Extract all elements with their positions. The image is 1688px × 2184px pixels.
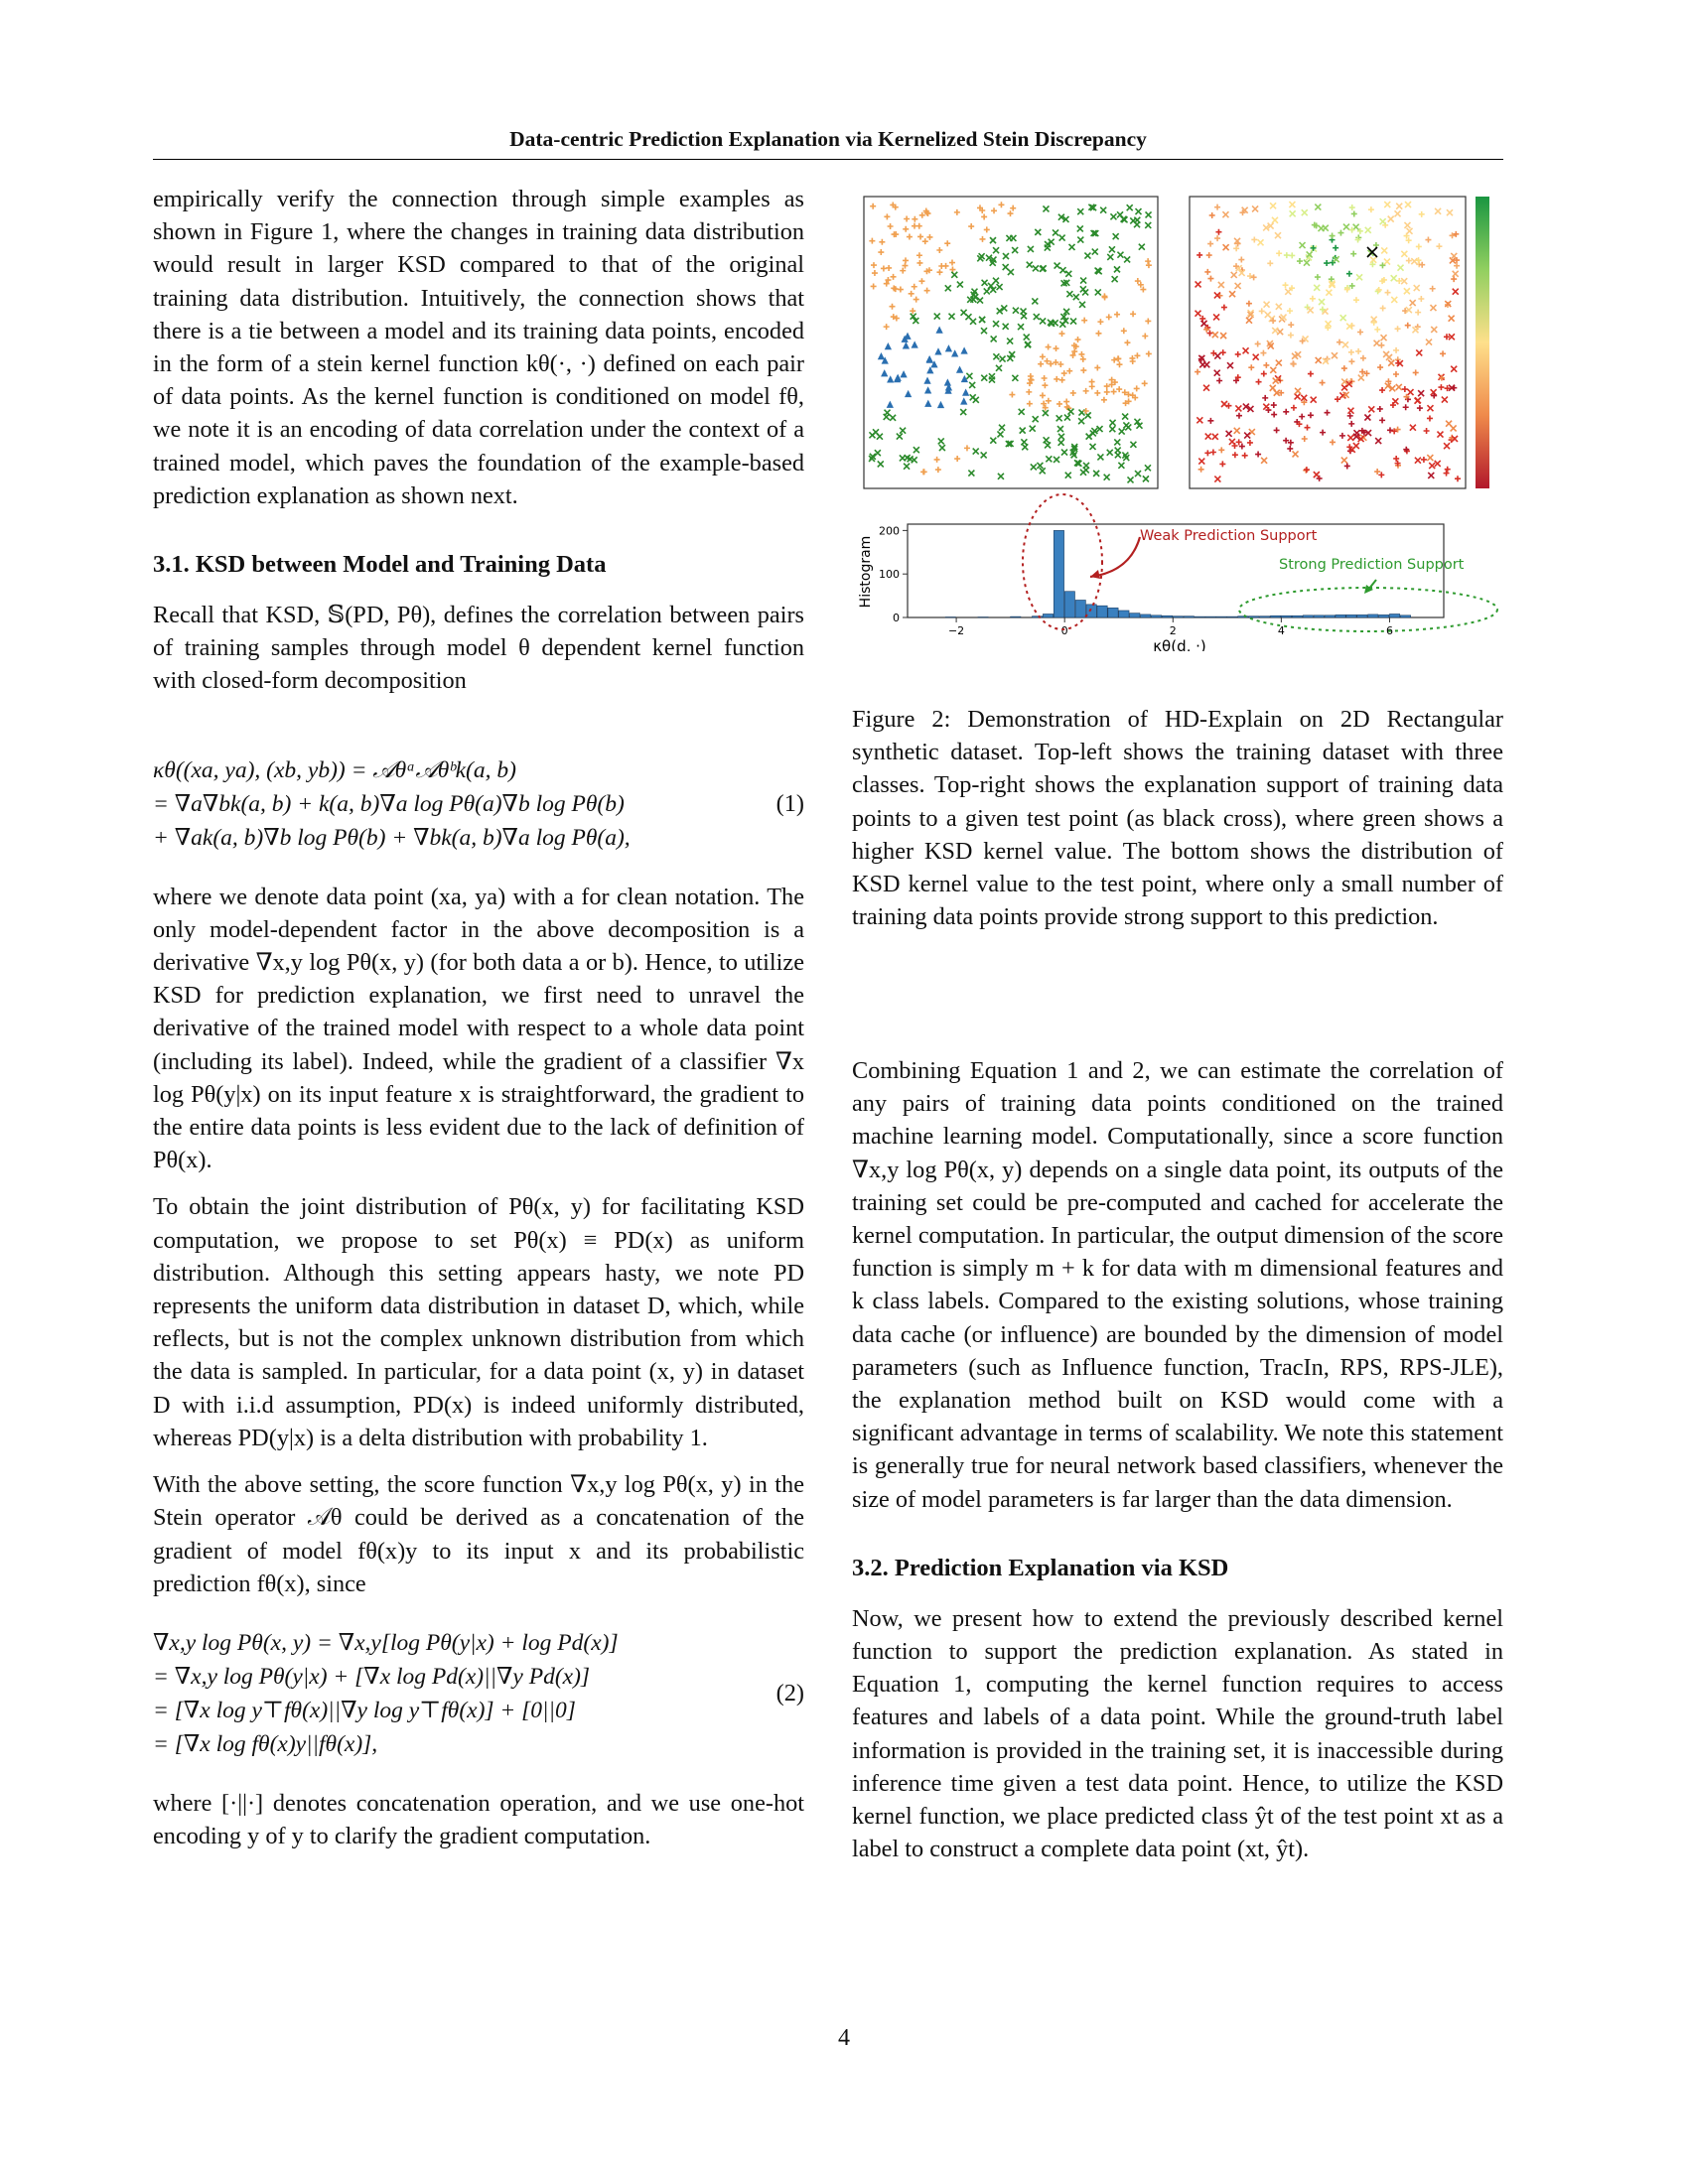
histogram-bar	[1097, 606, 1107, 617]
histogram-bar	[1064, 592, 1074, 617]
left-column	[153, 183, 804, 1852]
histogram-y-label: Histogram	[858, 535, 874, 609]
paragraph: where [·||·] denotes concatenation operation, and we use one-hot encoding y of y to clarify the gradient computation.	[153, 1789, 804, 1850]
histogram-bar	[1368, 614, 1378, 617]
equation-1-line: κθ((xa, ya), (xb, yb)) = 𝒜θᵃ𝒜θᵇk(a, b)	[153, 756, 516, 783]
histogram-bar	[1389, 614, 1399, 617]
paragraph: To obtain the joint distribution of Pθ(x, y) for facilitating KSD computation, we propose to set Pθ(x) ≡ PD(x) as uniform distribution. Although this setting appears hasty, we note PD represents the uniform data distribution in dataset D, which, while reflects, but is not the complex unknown distribution from which the data is sampled. In particular, for a data point (x, y) in dataset D with i.i.d assumption, PD(x) is indeed uniformly distributed, whereas PD(y|x) is a delta distribution with probability 1.	[153, 1193, 804, 1451]
x-tick-label: −2	[947, 624, 965, 637]
y-tick-label: 200	[879, 524, 900, 538]
x-tick-label: 4	[1277, 624, 1285, 637]
histogram-bar	[1336, 614, 1345, 617]
histogram-bar	[1075, 600, 1085, 617]
x-tick-label: 2	[1169, 624, 1177, 637]
scatter-panel-explanation	[1190, 197, 1466, 488]
histogram-bar	[1249, 616, 1259, 617]
histogram-bar	[1325, 615, 1335, 617]
figure-2-graphic	[852, 195, 1503, 651]
histogram-bar	[1086, 605, 1096, 617]
equation-1-line: + ∇ak(a, b)∇b log Pθ(b) + ∇bk(a, b)∇a log Pθ(a),	[153, 824, 631, 851]
y-tick-label: 0	[893, 612, 900, 624]
section-heading-3-1: 3.1. KSD between Model and Training Data	[153, 551, 607, 579]
figure-2	[852, 195, 1503, 656]
x-tick-label: 0	[1060, 624, 1068, 637]
histogram-bar	[1314, 615, 1324, 617]
paragraph: Recall that KSD, 𝕊(PD, Pθ), defines the correlation between pairs of training samples through model θ dependent kernel function with closed-form decomposition	[153, 602, 804, 695]
histogram-bar	[1151, 615, 1161, 617]
histogram-bar	[1205, 616, 1215, 617]
x-tick-label: 6	[1385, 624, 1393, 637]
histogram-bar	[1227, 616, 1237, 617]
weak-support-annotation: Weak Prediction Support	[1140, 528, 1318, 544]
paragraph: empirically verify the connection through simple examples as shown in Figure 1, where the changes in training data distribution would result in larger KSD compared to that of the original training data distribution. Intuitively, the connection shows that there is a tie between a model and its training data points, encoded in the form of a stein kernel function kθ(·, ·) defined on each pair of data points. As the kernel function is conditioned on model fθ, we note it is an encoding of data correlation under the context of a trained model, which paves the foundation of the example-based prediction explanation as shown next.	[153, 186, 804, 509]
right-column	[852, 1054, 1503, 1865]
histogram-bar	[1119, 611, 1129, 617]
paragraph: Now, we present how to extend the previously described kernel function to support the prediction explanation. As stated in Equation 1, computing the kernel function requires to access features and labels of a data point. While the ground-truth label information is provided in the training set, it is inaccessible during inference time given a test data point. Hence, to utilize the KSD kernel function, we place predicted class ŷt of the test point xt as a label to construct a complete data point (xt, ŷt).	[852, 1604, 1503, 1863]
figure-2-caption: Figure 2: Demonstration of HD-Explain on 2D Rectangular synthetic dataset. Top-left shows the training dataset with three classes. Top-right shows the explanation support of training data points to a given test point (as black cross), where green shows a higher KSD kernel value. The bottom shows the distribution of KSD kernel value to the test point, where only a small number of training data points provide strong support to this prediction.	[852, 706, 1503, 931]
histogram-bar	[1108, 608, 1118, 617]
histogram-bar	[1281, 615, 1291, 617]
histogram-bar	[1303, 615, 1313, 617]
histogram-x-label: κθ(d, ·)	[1153, 637, 1206, 651]
paragraph: where we denote data point (xa, ya) with a for clean notation. The only model-dependent factor in the above decomposition is a derivative ∇x,y log Pθ(x, y) (for both data a or b). Hence, to utilize KSD for prediction explanation, we first need to unravel the derivative of the trained model with respect to a whole data point (including its label). Indeed, while the gradient of a classifier ∇x log Pθ(y|x) on its input feature x is straightforward, the gradient to the entire data points is less evident due to the lack of definition of Pθ(x).	[153, 883, 804, 1174]
histogram-x-ticks	[948, 617, 1393, 637]
histogram-bar	[1292, 615, 1302, 617]
histogram-bar	[1011, 616, 1021, 617]
histogram-bar	[1238, 616, 1248, 617]
histogram-bar	[1357, 614, 1367, 617]
histogram-chart	[858, 494, 1497, 651]
histogram-bar	[1130, 614, 1140, 617]
equation-2-line: = [∇x log y⊤fθ(x)||∇y log y⊤fθ(x)] + [0||0]	[153, 1697, 576, 1723]
equation-2	[153, 1626, 804, 1761]
histogram-bar	[1346, 614, 1356, 617]
section-heading-3-2: 3.2. Prediction Explanation via KSD	[852, 1554, 1229, 1581]
histogram-bar	[1400, 615, 1410, 617]
colorbar	[1476, 197, 1489, 488]
header-rule	[153, 159, 1503, 160]
histogram-bar	[1260, 616, 1270, 617]
histogram-bar	[1195, 616, 1204, 617]
histogram-y-ticks	[879, 524, 908, 624]
paragraph: With the above setting, the score function ∇x,y log Pθ(x, y) in the Stein operator 𝒜θ could be derived as a concatenation of the gradient of model fθ(x)y to its input x and its probabilistic prediction fθ(x), since	[153, 1471, 804, 1597]
equation-1	[153, 753, 804, 855]
running-header: Data-centric Prediction Explanation via Kernelized Stein Discrepancy	[509, 127, 1147, 151]
histogram-bar	[1379, 614, 1389, 617]
histogram-bar	[1162, 615, 1172, 617]
histogram-bar	[1173, 616, 1183, 617]
equation-number: (2)	[775, 1680, 804, 1707]
equation-2-line: ∇x,y log Pθ(x, y) = ∇x,y[log Pθ(y|x) + log Pd(x)]	[153, 1629, 619, 1656]
strong-support-annotation: Strong Prediction Support	[1279, 557, 1465, 573]
histogram-bar	[1141, 614, 1151, 617]
paragraph: Combining Equation 1 and 2, we can estimate the correlation of any pairs of training data points conditioned on the trained machine learning model. Computationally, since a score function ∇x,y log Pθ(x, y) depends on a single data point, its outputs of the training set could be pre-computed and cached for accelerate the kernel computation. In particular, the output dimension of the score function is simply m + k for data with m dimensional features and k class labels. Compared to the existing solutions, whose training data cache (or influence) are bounded by the dimension of model parameters (such as Influence function, TracIn, RPS, RPS-JLE), the explanation method built on KSD would come with a significant advantage in terms of scalability. We note this statement is generally true for neural network based classifiers, whenever the size of model parameters is far larger than the data dimension.	[852, 1057, 1503, 1513]
equation-2-line: = ∇x,y log Pθ(y|x) + [∇x log Pd(x)||∇y Pd(x)]	[153, 1663, 591, 1690]
page-number: 4	[838, 2025, 850, 2051]
equation-1-line: = ∇a∇bk(a, b) + k(a, b)∇a log Pθ(a)∇b log Pθ(b)	[153, 790, 625, 817]
equation-number: (1)	[775, 790, 804, 818]
histogram-bar	[1270, 615, 1280, 617]
equation-2-line: = [∇x log fθ(x)y||fθ(x)],	[153, 1730, 378, 1757]
y-tick-label: 100	[879, 568, 900, 582]
histogram-bar	[1043, 614, 1053, 617]
histogram-bar	[1216, 616, 1226, 617]
histogram-bar	[1184, 616, 1194, 617]
histogram-bar	[1054, 530, 1063, 617]
